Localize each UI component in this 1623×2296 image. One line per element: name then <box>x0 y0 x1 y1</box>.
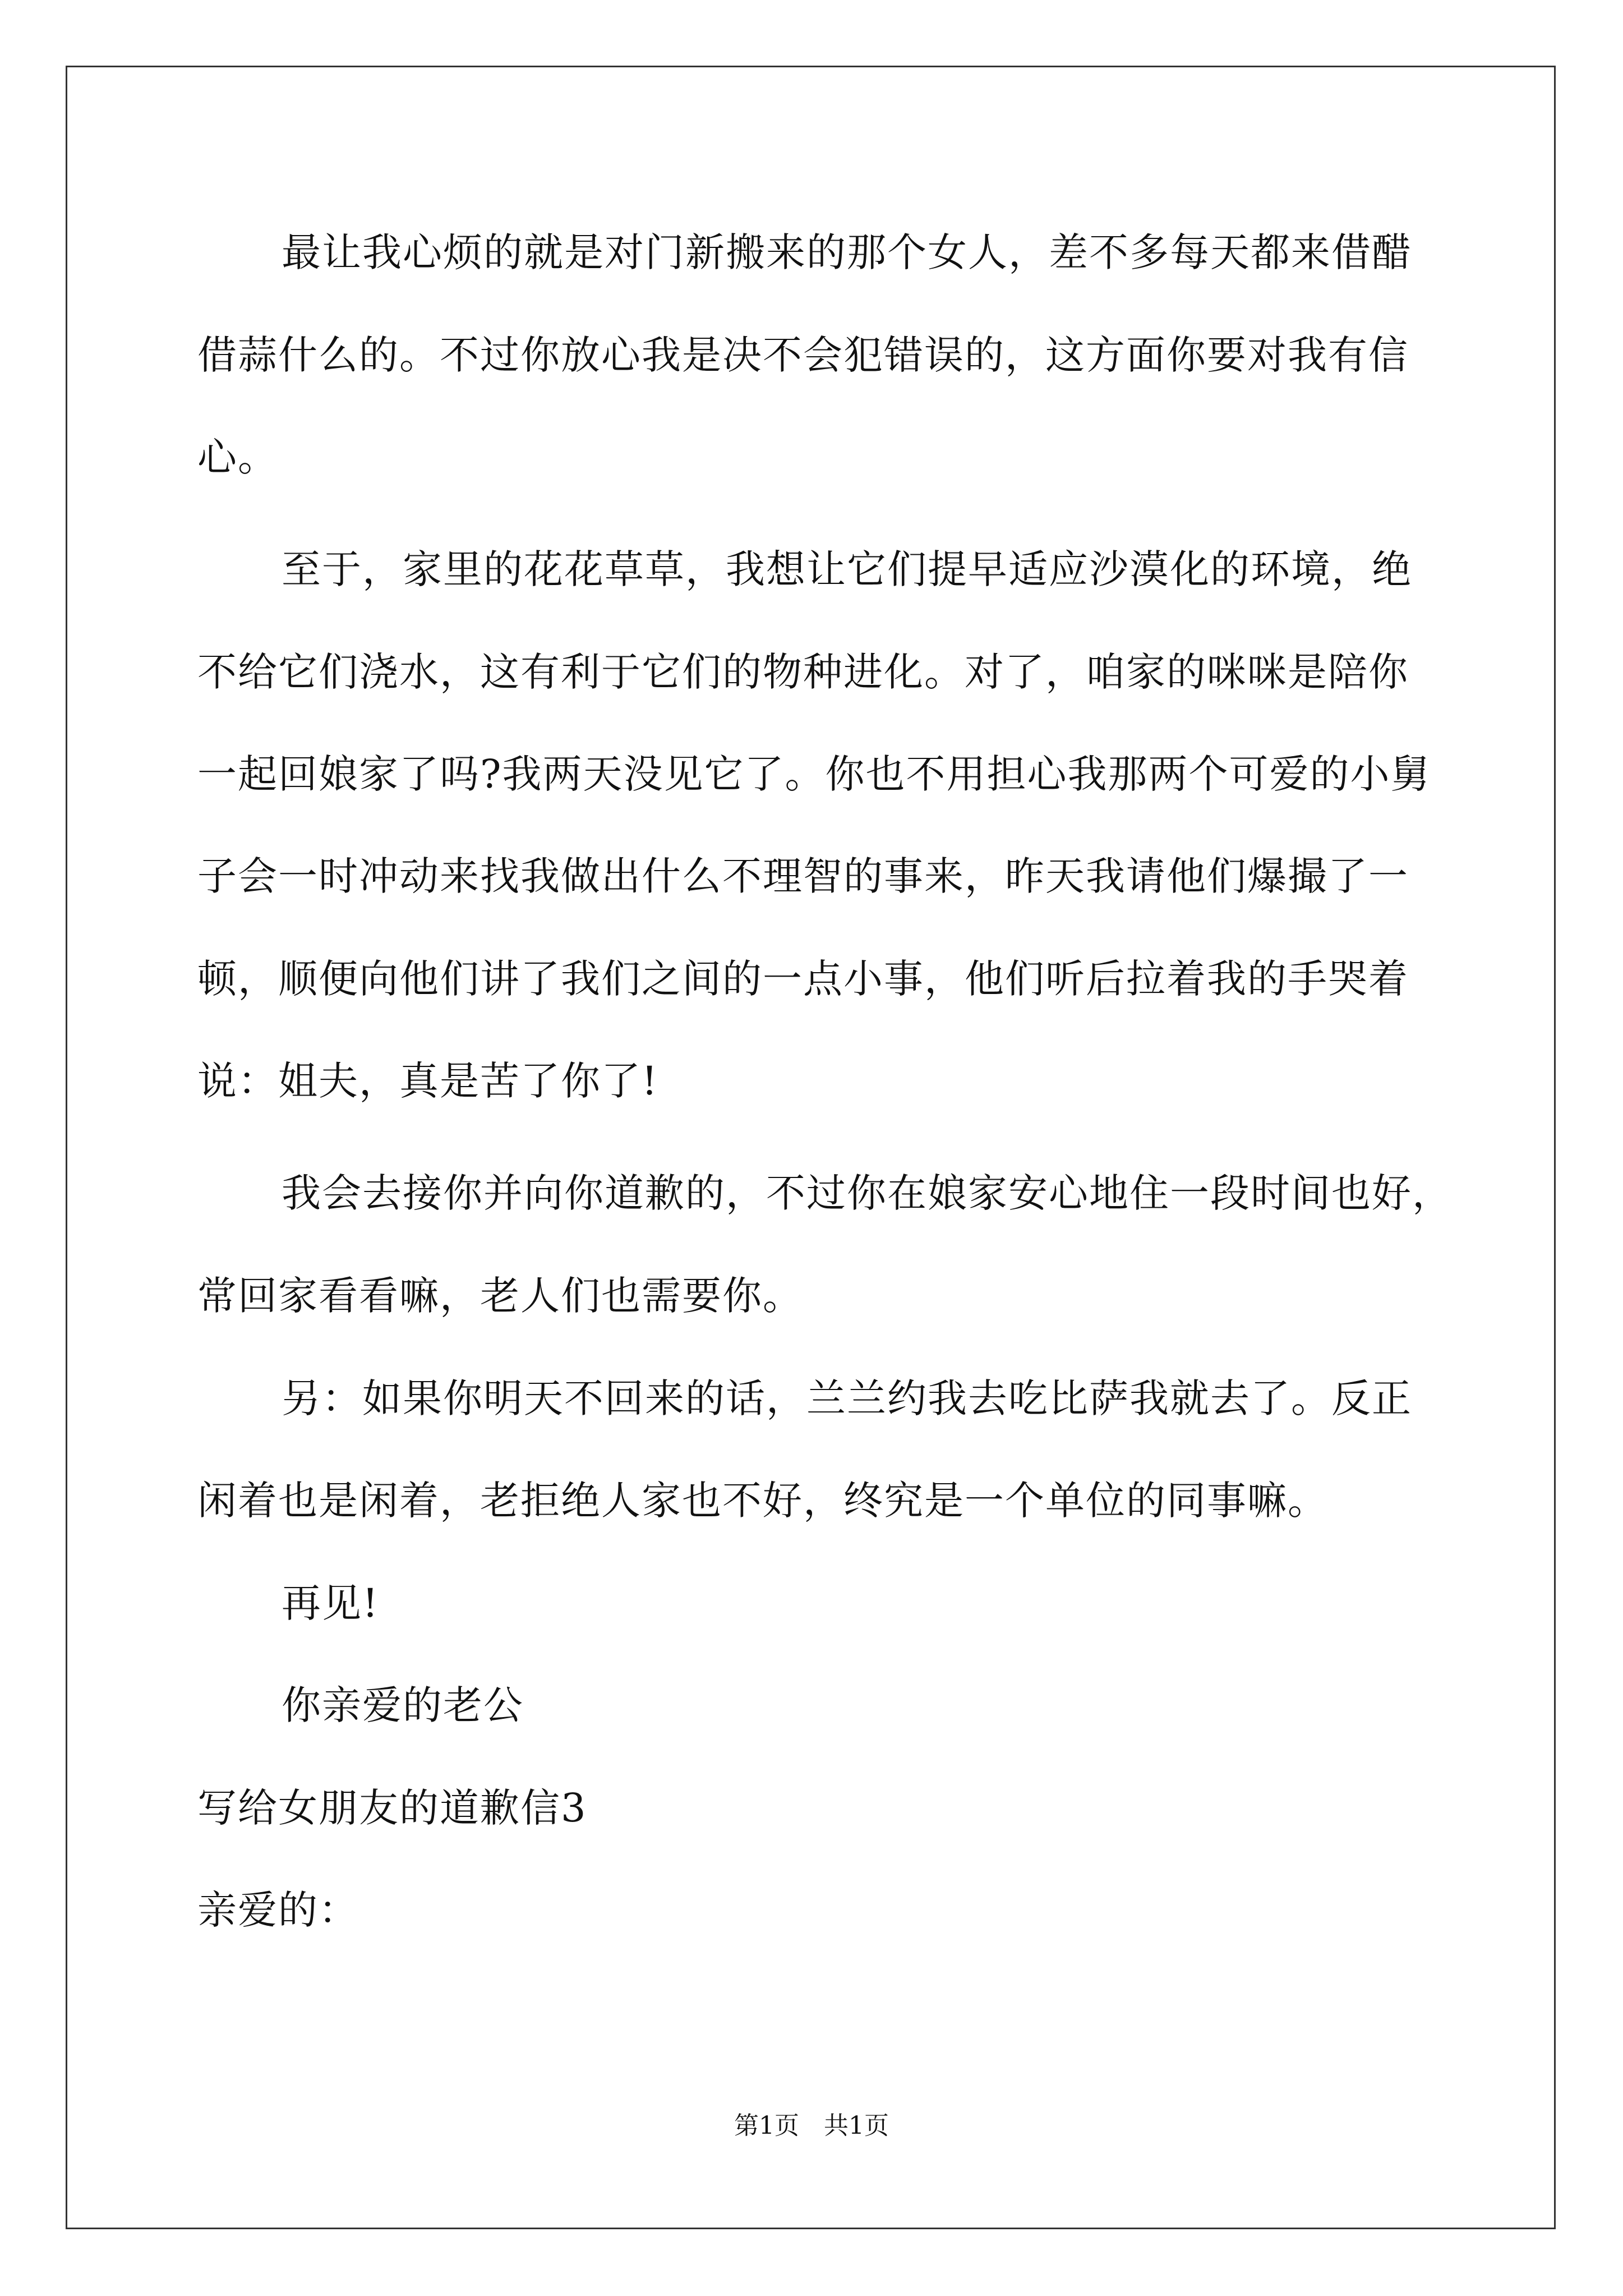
paragraph-line: 借蒜什么的。不过你放心我是决不会犯错误的，这方面你要对我有信 <box>197 332 1409 378</box>
paragraph-line: 常回家看看嘛，老人们也需要你。 <box>197 1273 803 1319</box>
page-footer: 第1页 共1页 <box>734 2111 889 2140</box>
paragraph-line: 另：如果你明天不回来的话，兰兰约我去吃比萨我就去了。反正 <box>282 1375 1412 1421</box>
signature-line: 你亲爱的老公 <box>282 1682 524 1728</box>
paragraph-line: 顿，顺便向他们讲了我们之间的一点小事，他们听后拉着我的手哭着 <box>197 956 1409 1002</box>
paragraph-line: 我会去接你并向你道歉的，不过你在娘家安心地住一段时间也好， <box>282 1170 1453 1216</box>
paragraph-line: 一起回娘家了吗?我两天没见它了。你也不用担心我那两个可爱的小舅 <box>197 751 1431 797</box>
paragraph-line: 不给它们浇水，这有利于它们的物种进化。对了，咱家的咪咪是陪你 <box>197 649 1409 695</box>
paragraph-line: 说：姐夫，真是苦了你了! <box>197 1058 659 1104</box>
paragraph-line: 最让我心烦的就是对门新搬来的那个女人，差不多每天都来借醋 <box>282 229 1412 275</box>
paragraph-line: 至于，家里的花花草草，我想让它们提早适应沙漠化的环境，绝 <box>282 546 1412 592</box>
salutation: 亲爱的： <box>197 1887 359 1933</box>
paragraph-line: 子会一时冲动来找我做出什么不理智的事来，昨天我请他们爆撮了一 <box>197 853 1409 899</box>
paragraph-line: 再见! <box>282 1580 380 1626</box>
section-title: 写给女朋友的道歉信3 <box>197 1785 587 1831</box>
paragraph-line: 闲着也是闲着，老拒绝人家也不好，终究是一个单位的同事嘛。 <box>197 1478 1328 1524</box>
paragraph-line: 心。 <box>197 434 278 480</box>
